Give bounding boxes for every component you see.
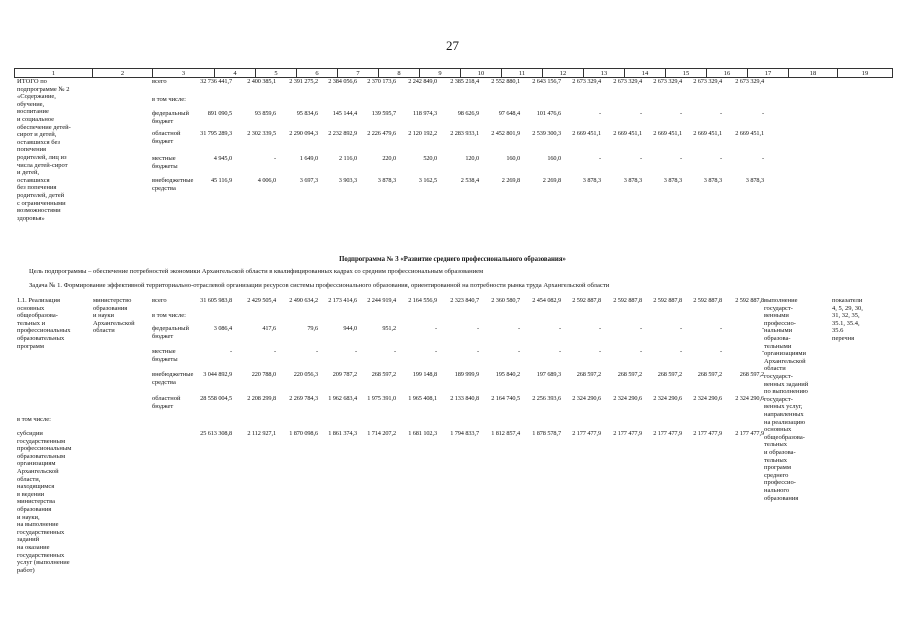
- item-extrabudget-value: 220 056,3: [293, 371, 318, 378]
- itogo-regional-value: 2 290 094,3: [289, 130, 318, 137]
- itogo-local-value: -: [599, 155, 601, 162]
- subsidy-line: государственных: [17, 528, 65, 536]
- itogo-row-label: бюджет: [152, 137, 174, 145]
- subsidy-value: 2 177 477,9: [693, 430, 722, 437]
- item-total-value: 31 605 983,8: [200, 297, 232, 304]
- result-line: общеобразова-: [764, 433, 805, 441]
- column-number-cell: 19: [838, 69, 893, 78]
- itogo-title-line: подпрограмме № 2: [17, 85, 70, 93]
- subsidy-value: 1 714 207,2: [367, 430, 396, 437]
- itogo-total-value: 32 736 441,7: [200, 78, 232, 85]
- itogo-title-line: ИТОГО по: [17, 78, 47, 85]
- item-extrabudget-value: 268 597,2: [697, 371, 722, 378]
- item-name-line: общеобразова-: [17, 312, 58, 320]
- item-extrabudget-value: 209 787,2: [332, 371, 357, 378]
- itogo-row-label: областной: [152, 130, 181, 137]
- result-line: области: [764, 365, 786, 373]
- itogo-total-value: 2 391 275,2: [289, 78, 318, 85]
- itogo-title-line: числа детей-сирот: [17, 161, 68, 169]
- subsidy-line: на оказание: [17, 544, 50, 551]
- itogo-extrabudget-value: 3 878,3: [703, 177, 722, 184]
- item-local-value: -: [599, 348, 601, 355]
- itogo-title-line: родителей, лиц из: [17, 154, 67, 161]
- item-name-line: образовательных: [17, 335, 65, 342]
- item-federal-value: 951,2: [382, 325, 396, 332]
- item-local-value: -: [762, 348, 764, 355]
- item-total-value: 2 429 505,4: [247, 297, 276, 304]
- itogo-title-line: здоровья»: [17, 214, 45, 222]
- itogo-local-value: 2 116,0: [339, 155, 357, 162]
- item-local-value: -: [355, 348, 357, 355]
- itogo-extrabudget-value: 3 903,3: [338, 177, 357, 184]
- itogo-total-value: 2 673 329,4: [693, 78, 722, 85]
- subsidy-line: государственных: [17, 551, 65, 559]
- itogo-federal-value: -: [720, 110, 722, 117]
- column-number-cell: 9: [420, 69, 461, 78]
- itogo-title-line: с ограниченными: [17, 199, 66, 207]
- itogo-federal-value: -: [640, 110, 642, 117]
- itogo-extrabudget-value: 3 878,3: [745, 177, 764, 184]
- subsidy-value: 1 861 374,3: [328, 430, 357, 437]
- itogo-local-value: 160,0: [547, 155, 561, 162]
- subsidy-line: Архангельской: [17, 468, 59, 475]
- item-local-value: -: [518, 348, 520, 355]
- itogo-total-value: 2 673 329,4: [572, 78, 601, 85]
- executor-line: образования: [93, 304, 128, 312]
- indicator-line: 35.1, 35.4,: [832, 319, 860, 327]
- itogo-row-label: бюджеты: [152, 162, 178, 170]
- subsidy-line: находящимся: [17, 483, 55, 491]
- task-text: Задача № 1. Формирование эффективной территориально-отраслевой организации ресурсов системы профессионального образования, ориентированной на потребности рынка труда Архангельской области: [29, 282, 610, 289]
- item-name-line: основных: [17, 304, 45, 312]
- itogo-row-label: в том числе:: [152, 96, 186, 103]
- subsidy-line: услуг (выполнение: [17, 559, 70, 567]
- result-line: программ: [764, 464, 792, 472]
- itogo-total-value: 2 673 329,4: [653, 78, 682, 85]
- result-line: венными: [764, 312, 789, 320]
- item-federal-value: -: [599, 325, 601, 332]
- item-federal-value: -: [762, 325, 764, 332]
- item-row-label: всего: [152, 297, 167, 304]
- subsidy-line: и науки,: [17, 513, 40, 521]
- item-local-value: -: [435, 348, 437, 355]
- page-number: 27: [446, 38, 459, 53]
- subsidy-value: 1 681 102,3: [408, 430, 437, 437]
- item-federal-value: 3 086,4: [213, 325, 232, 332]
- result-line: венных заданий: [764, 380, 809, 388]
- itogo-local-value: -: [680, 155, 682, 162]
- subsidy-line: образовательным: [17, 452, 66, 460]
- itogo-regional-value: 2 669 451,1: [693, 130, 722, 137]
- subsidy-value: 2 177 477,9: [572, 430, 601, 437]
- itogo-title-line: сирот и детей,: [17, 131, 57, 139]
- item-federal-value: -: [720, 325, 722, 332]
- item-regional-value: 28 558 004,5: [200, 395, 232, 402]
- subsidy-value: 1 812 857,4: [491, 430, 520, 437]
- subsidy-value: 2 112 927,1: [247, 430, 276, 437]
- column-number-row: [14, 68, 893, 78]
- item-regional-value: 2 324 290,6: [693, 395, 722, 402]
- itogo-extrabudget-value: 3 878,3: [663, 177, 682, 184]
- itogo-extrabudget-value: 3 697,3: [299, 177, 318, 184]
- result-line: на реализацию: [764, 418, 806, 426]
- item-regional-value: 1 962 683,4: [328, 395, 357, 402]
- itogo-regional-value: 2 302 339,5: [247, 130, 276, 137]
- itogo-local-value: -: [274, 155, 276, 162]
- itogo-local-value: -: [640, 155, 642, 162]
- item-local-value: -: [274, 348, 276, 355]
- executor-line: и науки: [93, 312, 115, 320]
- itogo-federal-value: -: [762, 110, 764, 117]
- item-extrabudget-value: 268 597,2: [576, 371, 601, 378]
- item-total-value: 2 454 082,9: [532, 297, 561, 304]
- result-line: тельных: [764, 441, 788, 449]
- item-extrabudget-value: 268 597,2: [739, 371, 764, 378]
- item-extrabudget-value: 197 689,3: [536, 371, 561, 378]
- item-local-value: -: [230, 348, 232, 355]
- item-regional-value: 1 965 408,1: [408, 395, 437, 402]
- itogo-row-label: местные: [152, 155, 176, 162]
- subsidy-line: образования: [17, 506, 52, 513]
- item-total-value: 2 592 887,8: [693, 297, 722, 304]
- item-local-value: -: [316, 348, 318, 355]
- itogo-local-value: 1 649,0: [299, 155, 318, 162]
- item-federal-value: -: [518, 325, 520, 332]
- result-line: Архангельской: [764, 357, 806, 365]
- item-federal-value: 944,0: [343, 325, 357, 332]
- item-regional-value: 2 164 740,5: [491, 395, 520, 402]
- item-federal-value: -: [559, 325, 561, 332]
- item-federal-value: 79,6: [307, 325, 318, 332]
- item-total-value: 2 164 556,9: [408, 297, 437, 304]
- column-number-cell: 4: [215, 69, 256, 78]
- itogo-total-value: 2 384 056,6: [328, 78, 357, 85]
- itogo-total-value: 2 552 880,1: [491, 78, 520, 85]
- item-federal-value: -: [477, 325, 479, 332]
- item-regional-value: 2 133 840,8: [450, 395, 479, 402]
- column-number-cell: 7: [338, 69, 379, 78]
- result-line: направленных: [764, 411, 804, 418]
- item-row-label: областной: [152, 395, 181, 402]
- indicator-line: показатели: [832, 297, 863, 304]
- item-federal-value: -: [640, 325, 642, 332]
- itogo-local-value: 220,0: [382, 155, 396, 162]
- itogo-regional-value: 2 452 801,9: [491, 130, 520, 137]
- itogo-title-line: воспитание: [17, 108, 49, 116]
- subsidy-line: работ): [17, 566, 35, 574]
- subsidy-value: 1 794 833,7: [450, 430, 479, 437]
- itogo-total-value: 2 385 218,4: [450, 78, 479, 85]
- item-extrabudget-value: 195 840,2: [495, 371, 520, 378]
- itogo-title-line: и социальное: [17, 116, 55, 123]
- itogo-extrabudget-value: 4 006,0: [257, 177, 276, 184]
- indicator-line: 35.6: [832, 327, 844, 335]
- item-extrabudget-value: 189 999,9: [454, 371, 479, 378]
- itogo-extrabudget-value: 3 878,3: [582, 177, 601, 184]
- itogo-row-label: бюджет: [152, 117, 174, 125]
- column-number-cell: 10: [461, 69, 502, 78]
- result-line: образования: [764, 494, 799, 502]
- itogo-extrabudget-value: 45 116,9: [210, 177, 232, 184]
- itogo-local-value: 4 945,0: [213, 155, 232, 162]
- result-line: выполнение: [764, 297, 798, 304]
- column-number-cell: 8: [379, 69, 420, 78]
- subprogram-heading: Подпрограмма № 3 «Развитие среднего профессионального образования»: [339, 256, 566, 263]
- result-line: профессио-: [764, 479, 796, 487]
- itogo-federal-value: 139 595,7: [371, 110, 396, 117]
- itogo-title-line: обеспечение детей-: [17, 123, 71, 131]
- result-line: нального: [764, 487, 790, 494]
- item-total-value: 2 592 887,8: [572, 297, 601, 304]
- itogo-regional-value: 2 669 451,1: [653, 130, 682, 137]
- itogo-regional-value: 31 795 289,3: [200, 130, 232, 137]
- itogo-federal-value: 891 090,5: [207, 110, 232, 117]
- result-line: венных услуг,: [764, 403, 803, 411]
- result-line: и образова-: [764, 449, 796, 456]
- column-number-cell: 6: [297, 69, 338, 78]
- item-regional-value: 2 324 290,6: [735, 395, 764, 402]
- item-total-value: 2 490 634,2: [289, 297, 318, 304]
- column-number-cell: 12: [543, 69, 584, 78]
- indicator-line: 31, 32, 35,: [832, 312, 860, 320]
- item-total-value: 2 244 919,4: [367, 297, 396, 304]
- subsidy-line: заданий: [17, 536, 40, 544]
- item-regional-value: 2 256 393,6: [532, 395, 561, 402]
- subsidy-value: 1 878 578,7: [532, 430, 561, 437]
- executor-line: Архангельской: [93, 319, 135, 327]
- item-name-line: профессиональных: [17, 327, 71, 335]
- itogo-total-value: 2 643 156,7: [532, 78, 561, 85]
- incl-label: в том числе:: [17, 416, 51, 423]
- itogo-row-label: всего: [152, 78, 167, 85]
- itogo-extrabudget-value: 3 878,3: [623, 177, 642, 184]
- result-line: государст-: [764, 395, 793, 403]
- column-number-cell: 1: [15, 69, 93, 78]
- itogo-title-line: и детей,: [17, 169, 40, 177]
- column-number-cell: 18: [789, 69, 838, 78]
- executor-line: министерство: [93, 297, 132, 304]
- itogo-regional-value: 2 120 192,2: [408, 130, 437, 137]
- itogo-total-value: 2 370 173,6: [367, 78, 396, 85]
- result-line: организациями: [764, 350, 806, 358]
- subsidy-line: на выполнение: [17, 521, 59, 529]
- item-row-label: федеральный: [152, 325, 189, 332]
- item-total-value: 2 592 887,8: [653, 297, 682, 304]
- subsidy-value: 25 613 308,8: [200, 430, 232, 437]
- item-regional-value: 2 324 290,6: [613, 395, 642, 402]
- goal-text: Цель подпрограммы – обеспечение потребностей экономики Архангельской области в квалифицированных кадрах со средним профессиональным образованием: [29, 268, 484, 275]
- item-federal-value: 417,6: [262, 325, 276, 332]
- subsidy-line: субсидии: [17, 430, 43, 437]
- itogo-extrabudget-value: 2 269,8: [501, 177, 520, 184]
- subsidy-value: 2 177 477,9: [653, 430, 682, 437]
- item-name-line: 1.1. Реализация: [17, 297, 60, 304]
- column-number-cell: 15: [666, 69, 707, 78]
- item-extrabudget-value: 3 044 892,9: [203, 371, 232, 378]
- item-local-value: -: [680, 348, 682, 355]
- indicator-line: перечня: [832, 335, 855, 342]
- itogo-regional-value: 2 283 933,1: [450, 130, 479, 137]
- subsidy-value: 2 177 477,9: [735, 430, 764, 437]
- item-extrabudget-value: 199 148,8: [412, 371, 437, 378]
- item-row-label: средства: [152, 378, 176, 386]
- itogo-federal-value: 98 626,9: [457, 110, 479, 117]
- itogo-row-label: средства: [152, 184, 176, 192]
- subsidy-line: организациям: [17, 460, 56, 468]
- item-total-value: 2 323 840,7: [450, 297, 479, 304]
- itogo-federal-value: 97 648,4: [498, 110, 520, 117]
- itogo-title-line: попечения: [17, 146, 47, 154]
- column-number-cell: 3: [153, 69, 215, 78]
- itogo-federal-value: 118 974,3: [412, 110, 437, 117]
- subsidy-line: государственным: [17, 437, 66, 445]
- column-number-cell: 5: [256, 69, 297, 78]
- itogo-title-line: «Содержание,: [17, 93, 56, 101]
- item-regional-value: 2 208 299,8: [247, 395, 276, 402]
- itogo-row-label: внебюджетные: [152, 177, 194, 184]
- result-line: нальными: [764, 327, 793, 335]
- result-line: профессио-: [764, 319, 796, 327]
- itogo-federal-value: -: [680, 110, 682, 117]
- itogo-local-value: -: [762, 155, 764, 162]
- indicator-line: 4, 5, 29, 30,: [832, 304, 863, 312]
- itogo-local-value: 520,0: [423, 155, 437, 162]
- itogo-regional-value: 2 669 451,1: [613, 130, 642, 137]
- item-local-value: -: [477, 348, 479, 355]
- itogo-federal-value: 95 834,6: [296, 110, 318, 117]
- column-number-cell: 16: [707, 69, 748, 78]
- subsidy-line: министерства: [17, 498, 56, 506]
- item-local-value: -: [720, 348, 722, 355]
- executor-line: области: [93, 327, 115, 335]
- item-name-line: тельных и: [17, 319, 46, 327]
- itogo-title-line: оставшихся: [17, 176, 50, 184]
- itogo-federal-value: -: [599, 110, 601, 117]
- itogo-total-value: 2 400 385,1: [247, 78, 276, 85]
- item-total-value: 2 173 414,6: [328, 297, 357, 304]
- item-regional-value: 2 324 290,6: [572, 395, 601, 402]
- itogo-total-value: 2 673 329,4: [613, 78, 642, 85]
- subsidy-value: 2 177 477,9: [613, 430, 642, 437]
- result-line: тельных: [764, 456, 788, 464]
- itogo-row-label: федеральный: [152, 110, 189, 117]
- subsidy-value: 1 870 098,6: [289, 430, 318, 437]
- itogo-extrabudget-value: 3 162,5: [418, 177, 437, 184]
- itogo-regional-value: 2 539 300,3: [532, 130, 561, 137]
- item-local-value: -: [394, 348, 396, 355]
- itogo-title-line: возможностями: [17, 207, 61, 215]
- result-line: государст-: [764, 373, 793, 380]
- itogo-federal-value: 101 476,6: [536, 110, 561, 117]
- item-row-label: в том числе:: [152, 312, 186, 319]
- result-line: государст-: [764, 304, 793, 312]
- column-number-cell: 14: [625, 69, 666, 78]
- subsidy-line: в ведении: [17, 490, 45, 498]
- itogo-local-value: 160,0: [506, 155, 520, 162]
- item-regional-value: 1 975 391,0: [367, 395, 396, 402]
- itogo-regional-value: 2 669 451,1: [735, 130, 764, 137]
- result-line: тельными: [764, 342, 792, 350]
- item-row-label: бюджет: [152, 402, 174, 410]
- item-extrabudget-value: 268 597,2: [657, 371, 682, 378]
- item-total-value: 2 592 887,8: [735, 297, 764, 304]
- itogo-federal-value: 93 859,6: [254, 110, 276, 117]
- itogo-regional-value: 2 669 451,1: [572, 130, 601, 137]
- itogo-total-value: 2 242 849,0: [408, 78, 437, 85]
- result-line: образова-: [764, 335, 791, 342]
- itogo-regional-value: 2 232 892,9: [328, 130, 357, 137]
- item-local-value: -: [640, 348, 642, 355]
- itogo-title-line: без попечения: [17, 184, 57, 192]
- item-regional-value: 2 269 784,3: [289, 395, 318, 402]
- itogo-total-value: 2 673 329,4: [735, 78, 764, 85]
- item-federal-value: -: [435, 325, 437, 332]
- subsidy-line: области,: [17, 475, 41, 483]
- itogo-extrabudget-value: 2 538,4: [460, 177, 479, 184]
- column-number-cell: 17: [748, 69, 789, 78]
- item-federal-value: -: [680, 325, 682, 332]
- itogo-title-line: обучение,: [17, 100, 45, 108]
- column-number-cell: 2: [93, 69, 153, 78]
- itogo-title-line: оставшихся без: [17, 138, 60, 146]
- itogo-federal-value: 145 144,4: [332, 110, 357, 117]
- itogo-local-value: 120,0: [465, 155, 479, 162]
- itogo-local-value: -: [720, 155, 722, 162]
- item-extrabudget-value: 268 597,2: [371, 371, 396, 378]
- subsidy-line: профессиональным: [17, 445, 72, 453]
- itogo-extrabudget-value: 3 878,3: [377, 177, 396, 184]
- result-line: среднего: [764, 471, 789, 479]
- item-row-label: внебюджетные: [152, 371, 194, 378]
- item-extrabudget-value: 268 597,2: [617, 371, 642, 378]
- item-local-value: -: [559, 348, 561, 355]
- column-number-cell: 13: [584, 69, 625, 78]
- column-number-cell: 11: [502, 69, 543, 78]
- item-row-label: местные: [152, 348, 176, 355]
- itogo-title-line: родителей, детей: [17, 192, 65, 199]
- item-extrabudget-value: 220 788,0: [251, 371, 276, 378]
- itogo-extrabudget-value: 2 269,8: [542, 177, 561, 184]
- item-total-value: 2 360 580,7: [491, 297, 520, 304]
- item-row-label: бюджеты: [152, 355, 178, 363]
- item-name-line: программ: [17, 342, 45, 350]
- item-row-label: бюджет: [152, 332, 174, 340]
- itogo-regional-value: 2 226 479,6: [367, 130, 396, 137]
- item-total-value: 2 592 887,8: [613, 297, 642, 304]
- item-regional-value: 2 324 290,6: [653, 395, 682, 402]
- result-line: по выполнению: [764, 388, 808, 396]
- result-line: основных: [764, 426, 792, 434]
